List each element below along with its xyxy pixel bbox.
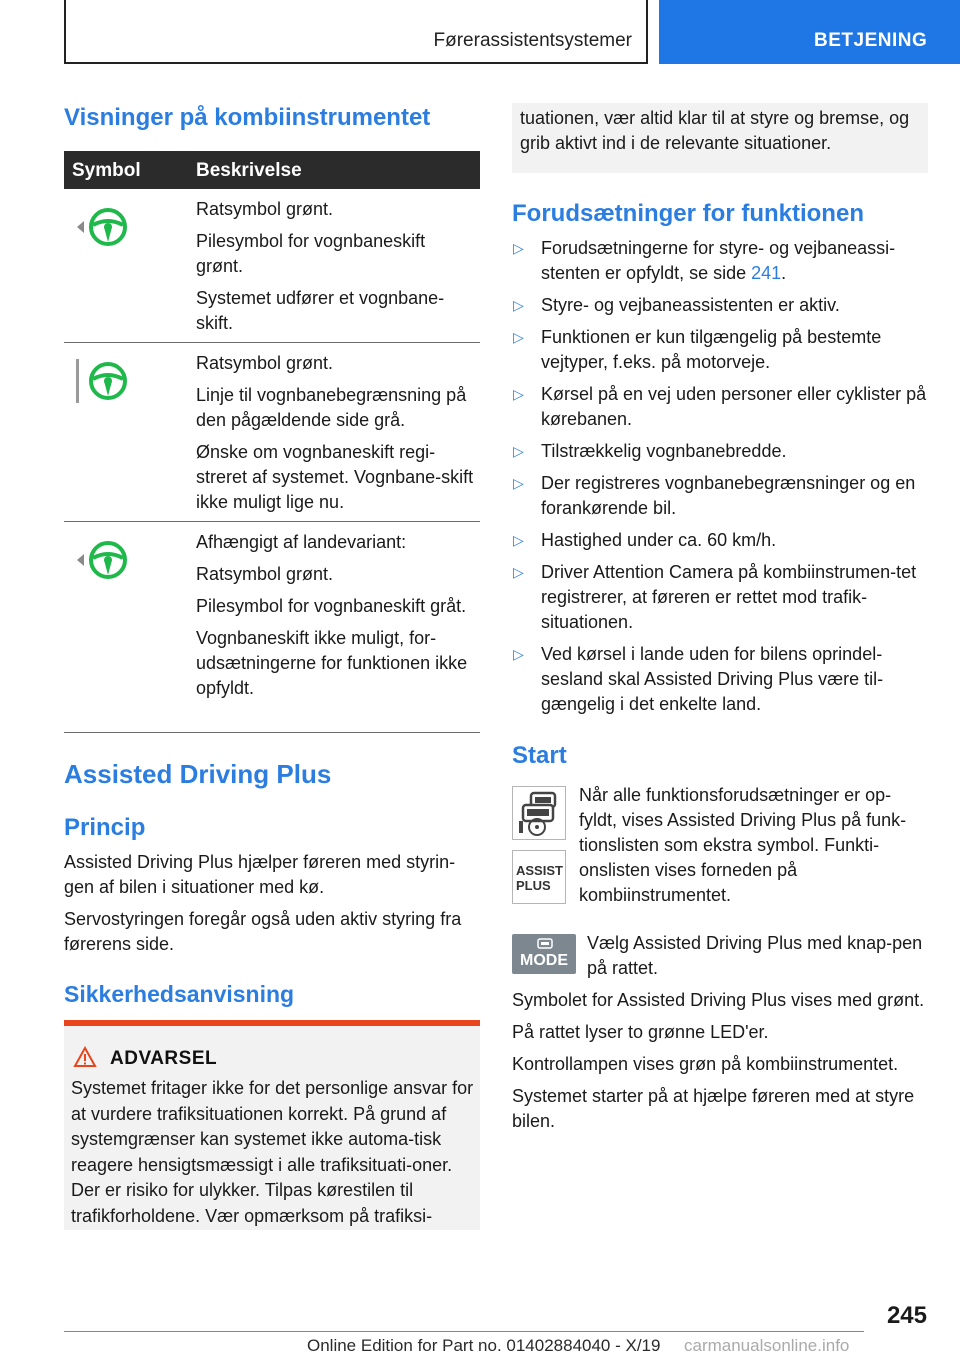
table-header: [64, 151, 480, 189]
mode-label: MODE: [520, 952, 568, 969]
desc-line: Pilesymbol for vognbaneskift gråt.: [196, 596, 467, 616]
assist-label: ASSIST: [516, 863, 563, 878]
row-description: [196, 189, 480, 355]
row-description: [196, 343, 480, 534]
table-row: [64, 522, 480, 733]
paragraph: Systemet starter på at hjælpe føreren med at styre bilen.: [512, 1086, 915, 1131]
edition-text: Online Edition for Part no. 01402884040 - X/19: [307, 1336, 661, 1355]
col-symbol-header: Symbol: [72, 160, 141, 181]
start-heading: Start: [512, 742, 567, 769]
list-item-text: Driver Attention Camera på kombiinstrumen-tet registrerer, at føreren er rettet mod trafik-situationen.: [541, 562, 917, 632]
list-item-text: Der registreres vognbanebegrænsninger og en forankørende bil.: [541, 473, 916, 518]
desc-line: Afhængigt af landevariant:: [196, 532, 407, 552]
desc-line: Ratsymbol grønt.: [196, 353, 334, 373]
col-desc-header: Beskrivelse: [196, 160, 302, 181]
list-item-text: Funktionen er kun tilgængelig på bestemte vejtyper, f.eks. på motorveje.: [541, 327, 882, 372]
list-item-suffix: .: [781, 263, 787, 283]
princip-text: [64, 850, 480, 964]
bullet-triangle-icon: ▷: [513, 564, 524, 580]
table-row: [64, 189, 480, 343]
bullet-triangle-icon: ▷: [513, 443, 524, 459]
list-item: [512, 439, 928, 464]
bullet-triangle-icon: ▷: [513, 329, 524, 345]
list-item: [512, 560, 928, 635]
list-item-text: Forudsætningerne for styre- og vejbaneassi-stenten er opfyldt, se side: [541, 238, 896, 283]
bullet-triangle-icon: ▷: [513, 297, 524, 313]
list-item-text: Ved kørsel i lande uden for bilens oprindel-sesland skal Assisted Driving Plus være til-gængelig i det enkelte land.: [541, 644, 884, 714]
paragraph: Assisted Driving Plus hjælper føreren med styrin-gen af bilen i situationer med kø.: [64, 852, 456, 897]
desc-line: Ønske om vognbaneskift regi-streret af systemet. Vognbane-skift ikke muligt lige nu.: [196, 442, 474, 512]
displays-heading: Visninger på kombiinstrumentet: [64, 104, 431, 131]
paragraph: På rattet lyser to grønne LED'er.: [512, 1022, 769, 1042]
bullet-triangle-icon: ▷: [513, 646, 524, 662]
prereq-list: [512, 236, 928, 724]
header-title: Førerassistentsystemer: [433, 30, 632, 51]
princip-heading: Princip: [64, 814, 146, 841]
row-description: [196, 522, 480, 720]
list-item-text: Kørsel på en vej uden personer eller cyklister på kørebanen.: [541, 384, 927, 429]
activation-text: [512, 988, 928, 1141]
list-item: [512, 382, 928, 432]
prereq-heading: Forudsætninger for funktionen: [512, 200, 864, 227]
desc-line: Vognbaneskift ikke muligt, for-udsætningerne for funktionen ikke opfyldt.: [196, 628, 468, 698]
desc-line: Systemet udfører et vognbane-skift.: [196, 288, 445, 333]
warning-triangle-icon: [73, 1046, 97, 1068]
list-item: [512, 528, 928, 553]
footer-divider: [64, 1331, 864, 1332]
table-row: [64, 343, 480, 522]
page-link[interactable]: 241: [751, 263, 782, 283]
plus-label: PLUS: [516, 878, 551, 893]
header-title-box: [64, 0, 648, 64]
steering-wheel-arrow-grey-icon: [74, 538, 134, 582]
steering-wheel-arrow-left-icon: [74, 205, 134, 249]
paragraph: Kontrollampen vises grøn på kombiinstrumentet.: [512, 1054, 899, 1074]
list-item: [512, 471, 928, 521]
bullet-triangle-icon: ▷: [513, 240, 524, 256]
list-item-text: Hastighed under ca. 60 km/h.: [541, 530, 777, 550]
symbol-table: [64, 151, 480, 733]
mode-text: Vælg Assisted Driving Plus med knap-pen på rattet.: [587, 933, 923, 978]
bullet-triangle-icon: ▷: [513, 475, 524, 491]
page-number: 245: [886, 1302, 927, 1329]
list-item: [512, 293, 928, 318]
list-item: [512, 642, 928, 717]
list-item-text: Styre- og vejbaneassistenten er aktiv.: [541, 295, 840, 315]
desc-line: Pilesymbol for vognbaneskift grønt.: [196, 231, 426, 276]
watermark: carmanualsonline.info: [684, 1336, 850, 1355]
bullet-triangle-icon: ▷: [513, 532, 524, 548]
header-section-tab: [659, 0, 960, 64]
paragraph: Symbolet for Assisted Driving Plus vises med grønt.: [512, 990, 925, 1010]
desc-line: Ratsymbol grønt.: [196, 199, 334, 219]
list-item: [512, 325, 928, 375]
bullet-triangle-icon: ▷: [513, 386, 524, 402]
assist-plus-icon: [512, 850, 566, 904]
continued-warning-text: tuationen, vær altid klar til at styre og bremse, og grib aktivt ind i de relevante situationer.: [520, 108, 910, 153]
desc-line: Linje til vognbanebegrænsning på den pågældende side grå.: [196, 385, 467, 430]
continued-warning-box: [512, 103, 928, 173]
driving-assist-cars-icon: [512, 786, 566, 840]
adp-heading: Assisted Driving Plus: [64, 759, 332, 789]
list-item-text: Tilstrækkelig vognbanebredde.: [541, 441, 787, 461]
warning-box: [64, 1026, 480, 1230]
mode-button-icon: [512, 934, 576, 974]
start-text: Når alle funktionsforudsætninger er op-fyldt, vises Assisted Driving Plus på funk-tionslisten som ekstra symbol. Funkti-onslisten vises forneden på kombiinstrumentet.: [579, 785, 907, 905]
safety-heading: Sikkerhedsanvisning: [64, 981, 295, 1007]
header-section-label: BETJENING: [814, 30, 928, 51]
desc-line: Ratsymbol grønt.: [196, 564, 334, 584]
warning-text: Systemet fritager ikke for det personlige ansvar for at vurdere trafiksituationen korrekt. På grund af systemgrænser kan systemet ikke automa-tisk reagere hensigtsmæssigt i alle trafiksituati-oner. Der er risiko for ulykker. Tilpas kørestilen til trafikforholdene. Vær opmærksom på trafiksi-: [71, 1078, 474, 1226]
list-item: [512, 236, 928, 286]
warning-label: ADVARSEL: [110, 1048, 218, 1069]
steering-wheel-lane-line-icon: [74, 353, 134, 409]
paragraph: Servostyringen foregår også uden aktiv styring fra førerens side.: [64, 909, 462, 954]
